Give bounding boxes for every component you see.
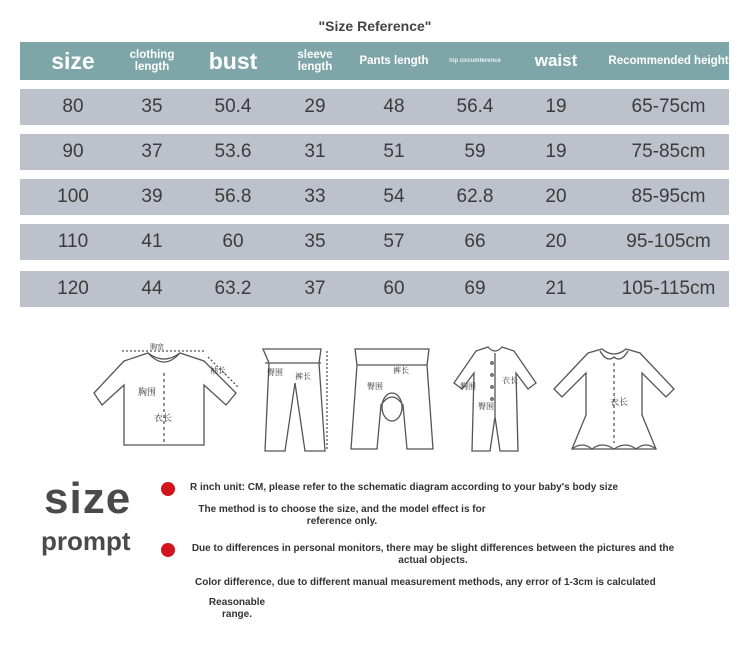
cell-height: 95-105cm [626, 231, 711, 252]
sleeve-label: 袖长 [210, 366, 226, 375]
pants-diagram-icon [255, 343, 335, 458]
pants-open-crotch-diagram-icon [345, 343, 440, 458]
prompt-note-range: Reasonable range. [208, 597, 266, 620]
cell-bust: 53.6 [214, 141, 252, 162]
cell-bust: 60 [222, 231, 244, 252]
length-label-2: 衣长 [502, 376, 518, 385]
cell-pants-length: 54 [383, 186, 405, 207]
bust-label: 胸围 [138, 387, 157, 397]
hip-label-3: 臀围 [478, 402, 494, 411]
cell-bust: 63.2 [214, 278, 252, 299]
table-row [20, 179, 729, 215]
cell-sleeve-length: 29 [304, 96, 326, 117]
cell-waist: 19 [545, 96, 567, 117]
cell-waist: 20 [545, 231, 567, 252]
cell-size: 80 [62, 96, 84, 117]
cell-sleeve-length: 31 [304, 141, 326, 162]
header-sleeve-length: sleeve length [297, 48, 333, 73]
header-size: size [51, 47, 95, 74]
cell-pants-length: 60 [383, 278, 405, 299]
prompt-note-monitor: Due to differences in personal monitors, there may be slight differences between the pictures and the actual objects. [191, 543, 675, 566]
cell-hip: 56.4 [456, 96, 494, 117]
bust-label-2: 胸围 [460, 382, 476, 391]
cell-bust: 56.8 [214, 186, 252, 207]
cell-pants-length: 51 [383, 141, 405, 162]
size-prompt-subheading: prompt [41, 526, 131, 556]
cell-size: 90 [62, 141, 84, 162]
cell-size: 110 [57, 231, 89, 252]
dress-diagram-icon [552, 343, 677, 458]
cell-pants-length: 48 [383, 96, 405, 117]
cell-height: 105-115cm [621, 278, 716, 299]
top-shirt-diagram-icon [90, 343, 240, 458]
cell-sleeve-length: 33 [304, 186, 326, 207]
width-label: 胸宽 [150, 344, 164, 351]
cell-clothing-length: 44 [141, 278, 163, 299]
cell-clothing-length: 41 [141, 231, 163, 252]
size-table-header [20, 42, 729, 80]
header-bust: bust [208, 47, 258, 74]
prompt-note-unit: R inch unit: CM, please refer to the schematic diagram according to your baby's body size [190, 482, 619, 493]
cell-hip: 59 [464, 141, 486, 162]
cell-height: 75-85cm [631, 141, 706, 162]
pants-length-label: 裤长 [295, 372, 311, 381]
cell-height: 65-75cm [631, 96, 706, 117]
cell-bust: 50.4 [214, 96, 252, 117]
size-prompt-heading: size [44, 474, 132, 523]
table-row [20, 271, 729, 307]
cell-hip: 62.8 [456, 186, 494, 207]
cell-clothing-length: 39 [141, 186, 163, 207]
bullet-icon [161, 543, 175, 557]
prompt-note-measurement: Color difference, due to different manual measurement methods, any error of 1-3cm is calculated [195, 577, 656, 588]
cell-sleeve-length: 37 [304, 278, 326, 299]
length-label-3: 衣长 [610, 397, 629, 407]
hip-label: 臀围 [267, 368, 283, 377]
hip-label-2: 臀围 [367, 382, 383, 391]
cell-sleeve-length: 35 [304, 231, 326, 252]
prompt-note-method: The method is to choose the size, and the model effect is for reference only. [198, 504, 486, 527]
cell-size: 100 [57, 186, 89, 207]
cell-pants-length: 57 [383, 231, 405, 252]
header-recommended-height: Recommended height [608, 54, 729, 67]
cell-hip: 69 [464, 278, 486, 299]
length-label: 衣长 [154, 413, 173, 423]
table-row [20, 89, 729, 125]
header-hip-circumference: hip circumference [449, 57, 501, 64]
cell-waist: 19 [545, 141, 567, 162]
table-row [20, 134, 729, 170]
table-row [20, 224, 729, 260]
header-pants-length: Pants length [359, 54, 429, 67]
romper-diagram-icon [448, 343, 543, 458]
bullet-icon [161, 482, 175, 496]
cell-height: 85-95cm [631, 186, 706, 207]
header-waist: waist [534, 51, 578, 71]
cell-clothing-length: 35 [141, 96, 163, 117]
cell-size: 120 [57, 278, 89, 299]
cell-waist: 20 [545, 186, 567, 207]
cell-clothing-length: 37 [141, 141, 163, 162]
cell-hip: 66 [464, 231, 486, 252]
pants-length-label-2: 裤长 [393, 366, 409, 375]
header-clothing-length: clothing length [129, 48, 175, 73]
cell-waist: 21 [545, 278, 567, 299]
page-title: "Size Reference" [318, 18, 432, 34]
